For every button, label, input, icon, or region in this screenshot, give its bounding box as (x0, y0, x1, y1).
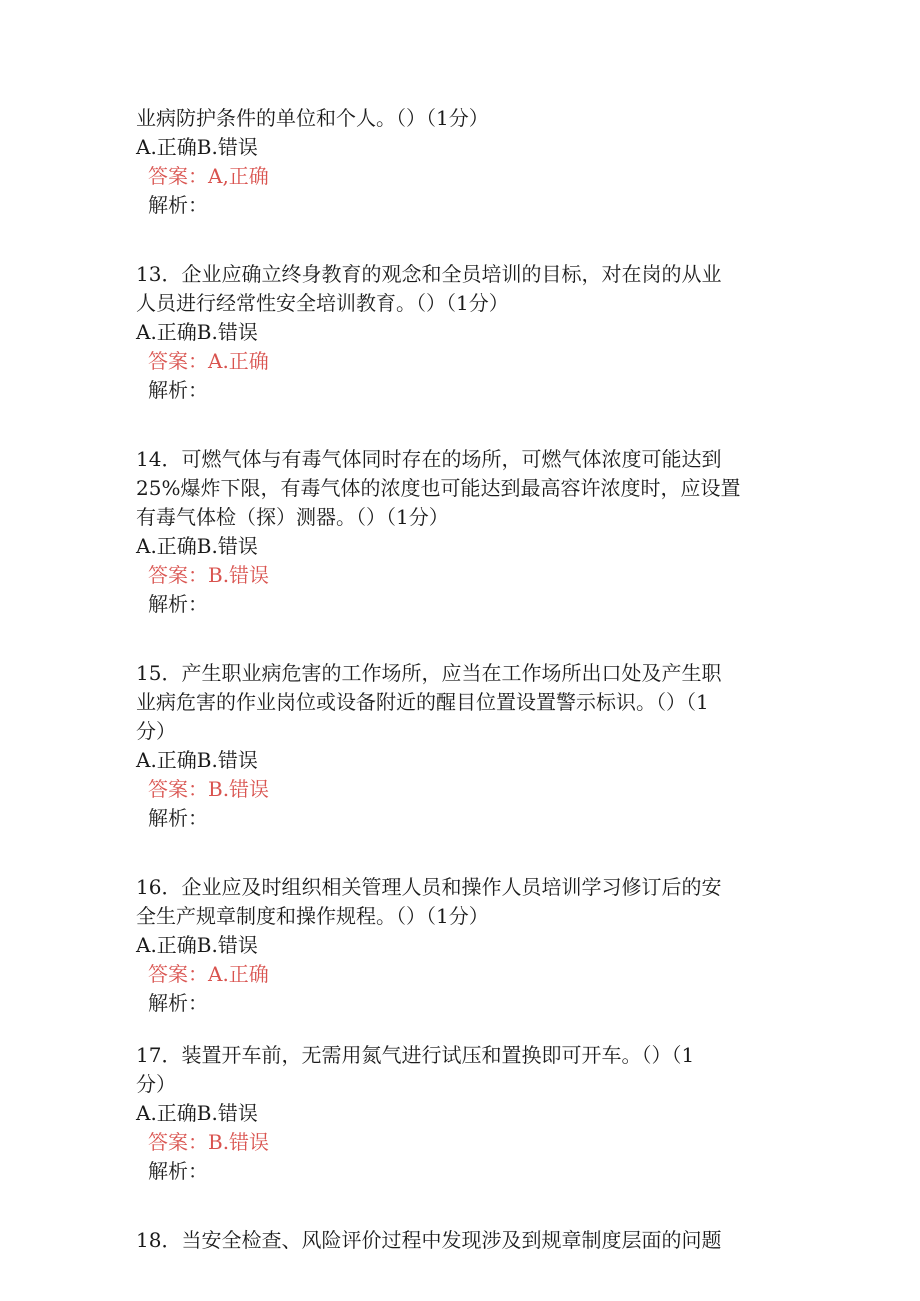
spacer (136, 1186, 786, 1226)
question-item-14 (136, 445, 786, 619)
answer-text: 答案：B.错误 (148, 1130, 270, 1154)
question-item-16 (136, 873, 786, 1018)
answer-text: 答案：A.正确 (148, 349, 269, 373)
spacer (136, 1018, 786, 1041)
question-text-line: 14．可燃气体与有毒气体同时存在的场所，可燃气体浓度可能达到 (136, 447, 722, 471)
spacer (136, 220, 786, 260)
question-text-line: 15．产生职业病危害的工作场所，应当在工作场所出口处及产生职 (136, 661, 722, 685)
spacer (136, 833, 786, 873)
answer-text: 答案：A.正确 (148, 962, 269, 986)
question-text-line: 分） (136, 719, 176, 743)
analysis-label: 解析： (148, 991, 208, 1015)
question-document (136, 104, 786, 1255)
question-item-13 (136, 260, 786, 405)
question-text-line: 13．企业应确立终身教育的观念和全员培训的目标，对在岗的从业 (136, 262, 722, 286)
question-text-line: 业病危害的作业岗位或设备附近的醒目位置设置警示标识。（）（1 (136, 690, 709, 714)
question-options: A.正确B.错误 (136, 135, 258, 159)
question-options: A.正确B.错误 (136, 320, 258, 344)
question-text-line: 有毒气体检（探）测器。（）（1分） (136, 505, 449, 529)
analysis-label: 解析： (148, 378, 208, 402)
question-text-line: 18．当安全检查、风险评价过程中发现涉及到规章制度层面的问题 (136, 1228, 722, 1252)
question-item-18 (136, 1226, 786, 1255)
analysis-label: 解析： (148, 1159, 208, 1183)
question-text-line: 16．企业应及时组织相关管理人员和操作人员培训学习修订后的安 (136, 875, 722, 899)
answer-text: 答案：B.错误 (148, 777, 270, 801)
question-options: A.正确B.错误 (136, 1101, 258, 1125)
analysis-label: 解析： (148, 806, 208, 830)
question-options: A.正确B.错误 (136, 748, 258, 772)
question-options: A.正确B.错误 (136, 933, 258, 957)
question-options: A.正确B.错误 (136, 534, 258, 558)
spacer (136, 405, 786, 445)
question-text-line: 25%爆炸下限，有毒气体的浓度也可能达到最高容许浓度时，应设置 (136, 476, 741, 500)
question-text-line: 业病防护条件的单位和个人。（）（1分） (136, 106, 489, 130)
question-item-17 (136, 1041, 786, 1186)
question-text-line: 17．装置开车前，无需用氮气进行试压和置换即可开车。（）（1 (136, 1043, 695, 1067)
answer-text: 答案：B.错误 (148, 563, 270, 587)
analysis-label: 解析： (148, 193, 208, 217)
question-item-15 (136, 659, 786, 833)
question-text-line: 全生产规章制度和操作规程。（）（1分） (136, 904, 489, 928)
question-text-line: 分） (136, 1072, 176, 1096)
answer-text: 答案：A,正确 (148, 164, 269, 188)
question-item-12-continued (136, 104, 786, 220)
spacer (136, 619, 786, 659)
question-text-line: 人员进行经常性安全培训教育。（）（1分） (136, 291, 509, 315)
analysis-label: 解析： (148, 592, 208, 616)
